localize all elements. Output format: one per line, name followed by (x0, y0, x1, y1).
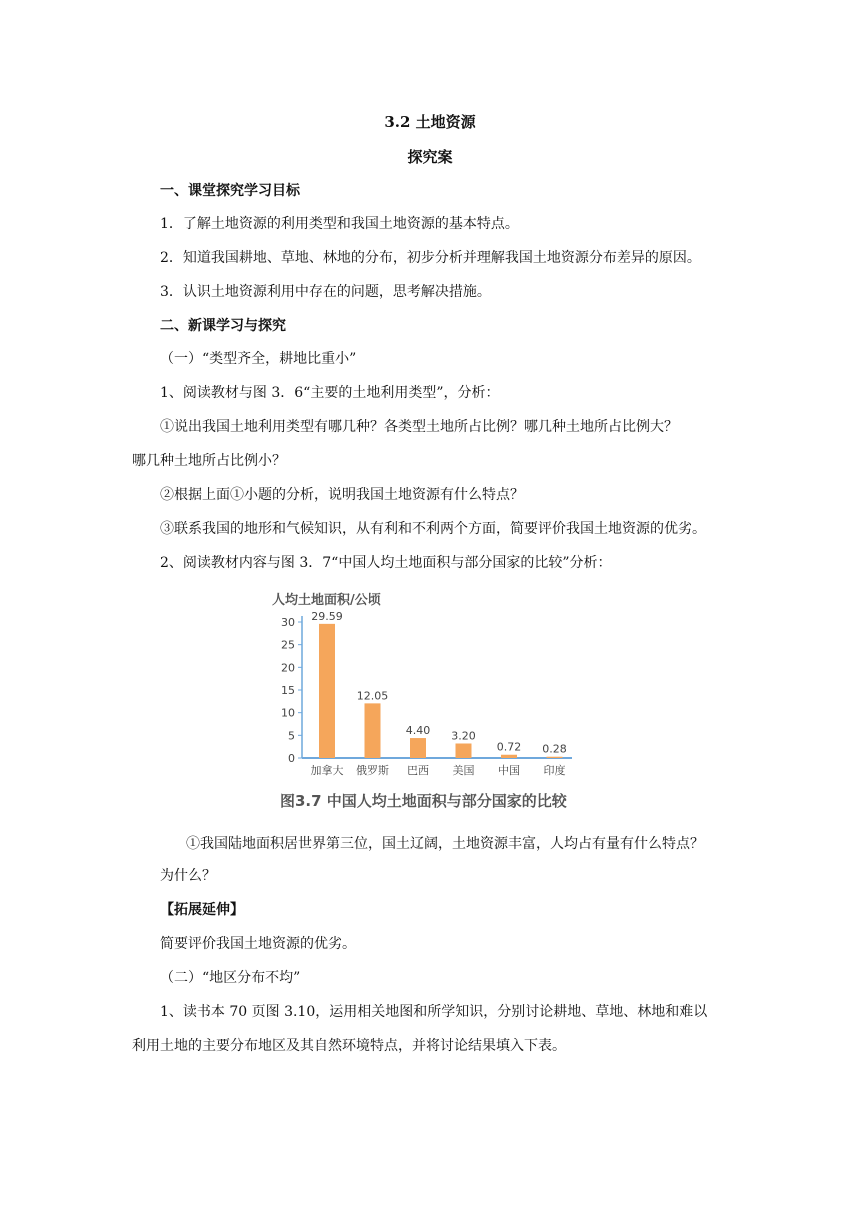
extend-text: 简要评价我国土地资源的优劣。 (160, 936, 356, 952)
part2-title: （二）“地区分布不均” (160, 970, 301, 986)
data-label-1: 12.05 (356, 689, 389, 703)
data-label-4: 0.72 (496, 740, 522, 754)
goal-2: 2．知道我国耕地、草地、林地的分布，初步分析并理解我国土地资源分布差异的原因。 (160, 250, 701, 266)
extend-heading: 【拓展延伸】 (160, 902, 244, 918)
x-tick-label-1: 俄罗斯 (356, 764, 389, 777)
question-2a-line1: ①我国陆地面积居世界第三位，国土辽阔，土地资源丰富，人均占有量有什么特点？ (186, 836, 704, 852)
bar-0 (319, 624, 335, 758)
x-tick-label-3: 美国 (452, 764, 475, 777)
goal-1: 1．了解土地资源的利用类型和我国土地资源的基本特点。 (160, 216, 519, 232)
y-tick-label: 0 (288, 752, 295, 765)
bar-4 (501, 755, 517, 758)
data-label-5: 0.28 (542, 742, 567, 756)
section2-heading: 二、新课学习与探究 (160, 318, 286, 334)
chart-plot (270, 586, 600, 786)
bar-3 (456, 743, 472, 758)
data-label-0: 29.59 (311, 609, 343, 623)
goal-3: 3．认识土地资源利用中存在的问题，思考解决措施。 (160, 284, 491, 300)
data-label-2: 4.40 (405, 724, 431, 738)
question-2: 2、阅读教材内容与图 3．7“中国人均土地面积与部分国家的比较”分析： (160, 555, 612, 571)
x-tick-label-2: 巴西 (407, 764, 429, 777)
question-3-line1: 1、读书本 70 页图 3.10，运用相关地图和所学知识，分别讨论耕地、草地、林地和难以 (160, 1004, 708, 1020)
question-1: 1、阅读教材与图 3．6“主要的土地利用类型”，分析： (160, 385, 500, 401)
y-tick-label: 5 (288, 729, 295, 743)
section1-heading: 一、课堂探究学习目标 (160, 183, 300, 199)
y-tick-label: 10 (281, 706, 295, 720)
question-2a-line2: 为什么？ (160, 868, 216, 884)
doc-subtitle: 探究案 (407, 148, 453, 166)
doc-title: 3.2 土地资源 (384, 113, 476, 131)
y-tick-label: 30 (281, 616, 295, 629)
land-per-capita-chart (270, 586, 600, 816)
x-tick-label-4: 中国 (498, 764, 520, 777)
y-tick-label: 20 (281, 661, 295, 675)
y-axis-label: 人均土地面积/公顷 (272, 593, 381, 608)
question-1c: ③联系我国的地形和气候知识，从有利和不利两个方面，简要评价我国土地资源的优劣。 (160, 521, 706, 537)
bar-1 (365, 703, 381, 758)
data-label-3: 3.20 (451, 729, 476, 743)
y-tick-label: 25 (281, 638, 295, 652)
question-1a-line2: 哪几种土地所占比例小？ (132, 453, 286, 469)
part1-title: （一）“类型齐全，耕地比重小” (160, 351, 357, 367)
question-1a-line1: ①说出我国土地利用类型有哪几种？各类型土地所占比例？哪几种土地所占比例大？ (160, 419, 678, 435)
chart-title: 图3.7 中国人均土地面积与部分国家的比较 (280, 792, 567, 810)
x-tick-label-0: 加拿大 (310, 764, 344, 777)
question-3-line2: 利用土地的主要分布地区及其自然环境特点，并将讨论结果填入下表。 (132, 1038, 566, 1054)
y-tick-label: 15 (281, 684, 295, 697)
bar-5 (547, 757, 563, 758)
x-tick-label-5: 印度 (543, 764, 566, 777)
question-1b: ②根据上面①小题的分析，说明我国土地资源有什么特点？ (160, 487, 524, 503)
bar-2 (410, 738, 426, 758)
